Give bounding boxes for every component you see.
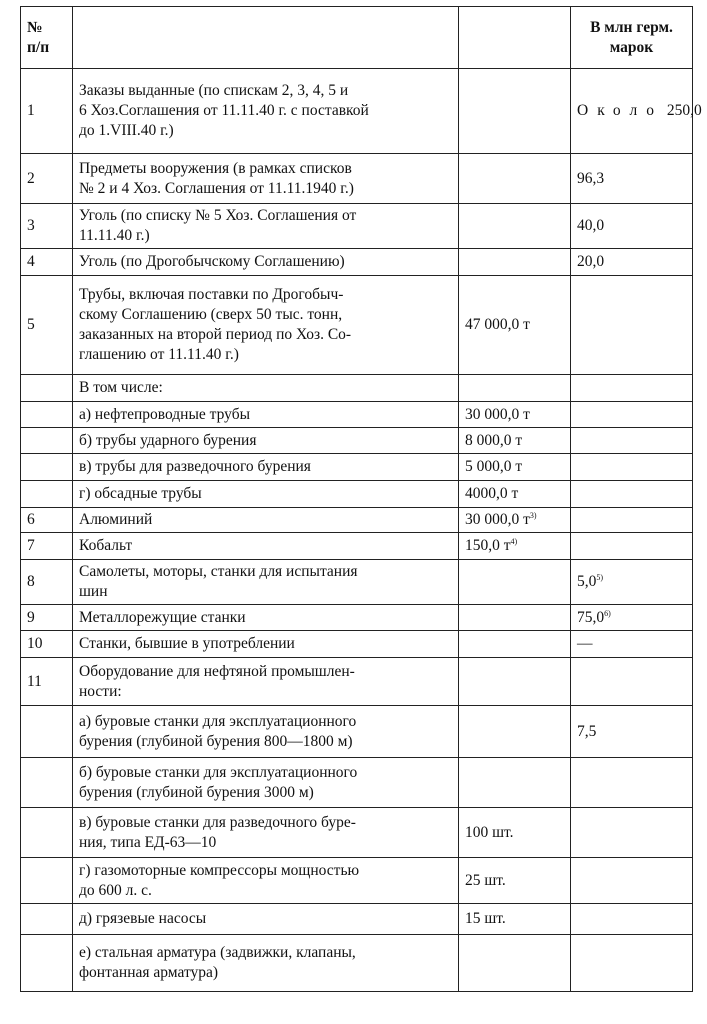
row-description: Кобальт [73,533,459,560]
header-description [73,7,459,69]
row-number [21,481,73,508]
table-row [21,508,693,533]
row-quantity [459,808,571,858]
row-number: 5 [21,276,73,375]
row-quantity [459,605,571,631]
table-row [21,375,693,402]
table-row [21,69,693,154]
row-number [21,858,73,904]
table-row [21,454,693,481]
row-quantity [459,631,571,658]
quantity-value: 30 000,0 т [465,511,530,528]
row-number: 10 [21,631,73,658]
table-row [21,858,693,904]
row-quantity [459,706,571,758]
row-amount [571,508,693,533]
row-quantity [459,204,571,249]
quantity-value: 15 шт. [465,910,506,927]
table-row [21,935,693,992]
row-quantity [459,249,571,276]
row-quantity [459,154,571,204]
row-amount [571,706,693,758]
table-row [21,428,693,454]
row-description: а) буровые станки для эксплуатационного бурения (глубиной бурения 800—1800 м) [73,706,459,758]
row-quantity [459,454,571,481]
row-amount [571,402,693,428]
row-description: Оборудование для нефтяной промышлен- ности: [73,658,459,706]
quantity-value: 100 шт. [465,823,514,841]
row-amount [571,154,693,204]
header-number: № п/п [21,7,73,69]
table-row [21,904,693,935]
table-row [21,560,693,605]
row-amount [571,276,693,375]
table-header-row [21,7,693,69]
quantity-value: 150,0 т [465,537,511,554]
row-number [21,454,73,481]
row-amount [571,935,693,992]
row-quantity [459,758,571,808]
row-quantity [459,904,571,935]
row-number: 3 [21,204,73,249]
row-amount [571,249,693,276]
row-description: в) трубы для разведочного бурения [73,454,459,481]
row-number [21,428,73,454]
quantity-value: 4000,0 т [465,485,519,502]
quantity-value: 8 000,0 т [465,431,523,449]
amount-value: 20,0 [577,253,605,270]
row-amount [571,375,693,402]
row-quantity [459,560,571,605]
row-quantity [459,375,571,402]
amount-value: 5,0 [577,573,597,590]
table-row [21,402,693,428]
table-row [21,631,693,658]
row-description: Заказы выданные (по спискам 2, 3, 4, 5 и 6 Хоз.Соглашения от 11.11.40 г. с поставкой до 1.VIII.40 г.) [73,69,459,154]
row-amount [571,858,693,904]
row-description: б) трубы ударного бурения [73,428,459,454]
row-amount [571,631,693,658]
row-quantity [459,658,571,706]
amount-value: 96,3 [577,169,605,187]
row-number [21,904,73,935]
row-description: е) стальная арматура (задвижки, клапаны, фонтанная арматура) [73,935,459,992]
amount-value: 75,0 [577,608,605,626]
row-description: Уголь (по Дрогобычскому Соглашению) [73,249,459,276]
row-number: 4 [21,249,73,276]
row-description: Уголь (по списку № 5 Хоз. Соглашения от 11.11.40 г.) [73,204,459,249]
quantity-value: 47 000,0 т [465,316,530,333]
table-row [21,706,693,758]
row-description: В том числе: [73,375,459,402]
row-quantity [459,533,571,560]
row-quantity [459,428,571,454]
quantity-value: 5 000,0 т [465,458,523,475]
table-row [21,533,693,560]
header-quantity [459,7,571,69]
table-row [21,808,693,858]
row-amount [571,454,693,481]
row-number [21,706,73,758]
amount-value: — [577,635,593,652]
row-description: в) буровые станки для разведочного буре- ния, типа ЕД-63—10 [73,808,459,858]
row-amount [571,904,693,935]
footnote-marker: 3) [529,510,537,520]
quantity-value: 30 000,0 т [465,405,530,423]
row-description: д) грязевые насосы [73,904,459,935]
amount-value: 40,0 [577,217,605,234]
quantity-value: 25 шт. [465,871,506,889]
table-row [21,154,693,204]
row-quantity [459,69,571,154]
row-quantity [459,276,571,375]
footnote-marker: 6) [604,608,611,618]
row-number: 7 [21,533,73,560]
row-number [21,402,73,428]
row-amount [571,758,693,808]
row-description: Самолеты, моторы, станки для испытания шин [73,560,459,605]
table-row [21,276,693,375]
table-row [21,249,693,276]
table-row [21,481,693,508]
footnote-marker: 4) [510,536,518,546]
row-number [21,758,73,808]
row-description: а) нефтепроводные трубы [73,402,459,428]
row-quantity [459,508,571,533]
row-number: 11 [21,658,73,706]
row-amount [571,533,693,560]
row-amount [571,560,693,605]
row-quantity [459,935,571,992]
row-number: 6 [21,508,73,533]
row-amount [571,428,693,454]
row-description: б) буровые станки для эксплуатационного бурения (глубиной бурения 3000 м) [73,758,459,808]
row-description: Металлорежущие станки [73,605,459,631]
row-description: г) обсадные трубы [73,481,459,508]
table-row [21,658,693,706]
row-quantity [459,858,571,904]
row-amount [571,605,693,631]
deliveries-table [20,6,702,992]
row-description: Станки, бывшие в употреблении [73,631,459,658]
row-quantity [459,481,571,508]
row-number: 8 [21,560,73,605]
row-amount [571,481,693,508]
table-row [21,758,693,808]
row-description: Алюминий [73,508,459,533]
row-amount [571,658,693,706]
amount-value: Около 250,0 [577,102,702,119]
row-amount [571,69,702,154]
amount-prefix: Около [577,102,663,119]
table-row [21,204,693,249]
row-number [21,375,73,402]
row-amount [571,204,693,249]
row-number [21,935,73,992]
row-amount [571,808,693,858]
row-description: г) газомоторные компрессоры мощностью до 600 л. с. [73,858,459,904]
row-description: Предметы вооружения (в рамках списков № 2 и 4 Хоз. Соглашения от 11.11.1940 г.) [73,154,459,204]
row-quantity [459,402,571,428]
row-number: 9 [21,605,73,631]
row-number: 2 [21,154,73,204]
row-number [21,808,73,858]
header-amount: В млн герм. марок [571,7,693,69]
row-description: Трубы, включая поставки по Дрогобыч- скому Соглашению (сверх 50 тыс. тонн, заказанных на второй период по Хоз. Со- глашению от 11.11.40 г.) [73,276,459,375]
row-number: 1 [21,69,73,154]
table-row [21,605,693,631]
footnote-marker: 5) [596,572,604,582]
amount-value: 7,5 [577,722,597,740]
